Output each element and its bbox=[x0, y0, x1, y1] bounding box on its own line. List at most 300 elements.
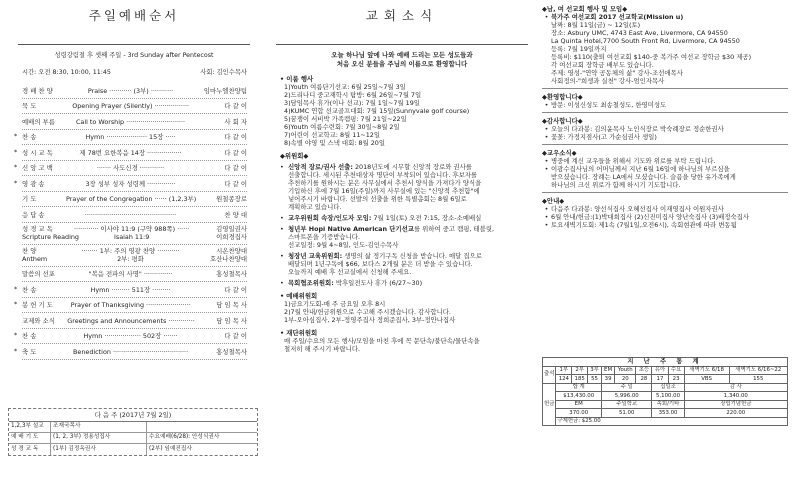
notice-item bbox=[542, 213, 788, 221]
standing-marker: * bbox=[14, 285, 18, 293]
order-item-name-ko: 신 앙 고 백 bbox=[22, 164, 53, 173]
order-item-detail bbox=[74, 180, 187, 188]
roster-value-2: (2부) 임예진집사 bbox=[149, 445, 192, 452]
mission-line bbox=[542, 61, 788, 69]
committee-line bbox=[288, 279, 522, 287]
committee-item bbox=[280, 225, 522, 249]
order-detail-line: Benediction ····································· bbox=[73, 347, 189, 356]
standing-marker: * bbox=[14, 179, 18, 187]
member-news-line bbox=[542, 173, 788, 181]
committee-body bbox=[288, 163, 522, 211]
order-person-line: 담 임 목 사 bbox=[216, 316, 247, 325]
event-line: 2)드리나디 중고재학시 탐방: 6월 26일~7월 7일 bbox=[284, 91, 422, 100]
roster-value: 조재국목사 bbox=[51, 422, 147, 432]
mission-heading: ◆남, 여 선교회 행사 및 모임◆ bbox=[542, 5, 628, 13]
next-week-roster bbox=[8, 408, 258, 456]
stats-cell: 장립기념헌금 bbox=[684, 400, 787, 409]
order-item-name bbox=[22, 102, 72, 110]
order-item-person bbox=[187, 118, 247, 126]
stats-cell: 20 bbox=[615, 375, 636, 384]
notice-text: 방문: 이성신성도 최송철성도, 한영미성도 bbox=[551, 101, 667, 109]
stats-cell: 28 bbox=[636, 375, 652, 384]
order-item-detail bbox=[74, 270, 187, 278]
bullet-icon: • bbox=[544, 205, 549, 213]
order-item-name bbox=[22, 87, 74, 95]
member-news-line bbox=[542, 181, 788, 189]
committee-line: 스마트폰을 기증받습니다. bbox=[288, 233, 360, 242]
stats-cell: $13,430.00 bbox=[556, 392, 602, 401]
order-item-person bbox=[187, 270, 247, 278]
stats-cell: 51.00 bbox=[601, 409, 651, 418]
bullet-icon: • bbox=[544, 125, 549, 133]
committee-lead: 목회협조위원회: bbox=[288, 279, 334, 288]
order-row bbox=[22, 267, 247, 283]
order-item-name-ko: 찬 송 bbox=[22, 332, 37, 341]
event-line: 7)어린이 선교학교: 8월 11~12일 bbox=[284, 131, 381, 140]
member-news-text: 이광수집사님의 어머님께서 지난 6월 16일에 하나님의 부르심을 bbox=[551, 165, 730, 173]
order-person-line: 임마누엘찬양팀 bbox=[203, 86, 247, 95]
committee-line: 선교일정: 9월 4~8일, 인도-김인수목사 bbox=[288, 241, 399, 250]
stats-title: 지 난 주 통 계 bbox=[543, 358, 788, 367]
stats-cell: 124 bbox=[556, 375, 572, 384]
order-item-person bbox=[187, 87, 247, 95]
finance-committee-list bbox=[280, 337, 522, 353]
committee-body bbox=[288, 252, 522, 276]
news-divider bbox=[276, 44, 528, 45]
stats-cell: 1부 bbox=[556, 366, 572, 375]
news-column bbox=[268, 0, 536, 486]
order-item-detail bbox=[71, 301, 191, 309]
order-detail-line: ········ 1부: 주의 영광 찬양 ··········· bbox=[81, 247, 180, 256]
committee-line: 오늘까지 예배 후 선교실에서 신청해 주세요. bbox=[288, 268, 412, 277]
committee-list bbox=[280, 163, 522, 287]
order-row bbox=[14, 344, 247, 360]
order-item-name-ko: 봉 헌 기 도 bbox=[22, 301, 53, 310]
bullet-icon: • bbox=[544, 157, 549, 165]
order-row bbox=[22, 99, 247, 115]
order-item-name-en: Scripture Reading bbox=[22, 233, 79, 242]
order-item-name bbox=[22, 317, 67, 325]
order-item-detail bbox=[74, 133, 187, 141]
committee-text: 2018년도에 시무할 신앙적 장로와 권사를 bbox=[352, 163, 472, 172]
order-item-person bbox=[189, 225, 247, 241]
committee-lead: 교우위원회 속장/인도자 모임: bbox=[288, 214, 372, 223]
order-item-person bbox=[187, 180, 247, 188]
order-item-name bbox=[22, 348, 73, 356]
bullet-icon: • bbox=[544, 133, 549, 141]
mission-text: 각 여선교회 장학금 배부도 있습니다. bbox=[551, 61, 654, 69]
bullet-icon bbox=[542, 61, 551, 69]
order-item-name bbox=[22, 225, 79, 242]
mission-text: 사회정의-"희생과 실천" 강사-엄인자목사 bbox=[551, 77, 665, 85]
bullet-icon bbox=[542, 173, 551, 181]
mission-line bbox=[542, 45, 788, 53]
order-detail-line: "복음 전파의 사명" ·············· bbox=[88, 270, 173, 279]
notice-text: 6월 안내/헌금:(1)박대희집사 (2)신진미집사 양난숙집사 (3)배정숙집사 bbox=[551, 213, 749, 221]
stats-cell: EM bbox=[601, 366, 614, 375]
roster-row bbox=[9, 422, 257, 433]
committee-text: 박후일전도사 휴가 (6/27~30) bbox=[333, 279, 423, 288]
service-time: 시간: 오전 8:30, 10:00, 11:45 bbox=[22, 69, 111, 77]
order-item-person bbox=[187, 286, 247, 294]
events-list bbox=[280, 83, 522, 147]
order-item-detail bbox=[67, 317, 195, 325]
order-detail-line: Prayer of the Congregation ······ (1,2,3부) bbox=[66, 195, 197, 204]
stats-cell: Youth bbox=[615, 366, 636, 375]
order-item-person bbox=[187, 247, 247, 263]
order-item-name bbox=[22, 118, 74, 126]
stats-cell: 새벽기도 6/18 bbox=[684, 366, 729, 375]
roster-label: 예 배 기 도 bbox=[9, 433, 51, 443]
order-item-name-ko: 응 답 송 bbox=[22, 210, 45, 219]
order-row bbox=[14, 329, 247, 345]
stats-cell: 23 bbox=[668, 375, 684, 384]
order-item-detail bbox=[73, 348, 188, 356]
bullet-icon: • bbox=[544, 213, 549, 221]
event-line: 4)KUMC 연합 선교골프대회: 7월 15일(Sunnyvale golf course) bbox=[284, 107, 470, 116]
order-row bbox=[22, 223, 247, 245]
stats-cell: 초등 bbox=[636, 366, 652, 375]
stats-cell: 수요 bbox=[668, 366, 684, 375]
order-item-name-ko: 성 경 교 독 bbox=[22, 225, 53, 234]
order-item-name bbox=[22, 211, 74, 219]
order-detail-line: 2부: 평화 bbox=[117, 255, 144, 264]
order-item-name-en: Anthem bbox=[22, 255, 48, 264]
stats-cell: 3부 bbox=[588, 366, 602, 375]
committee-text: 7월 1일(토) 오전 7:15, 장소-소예배실 bbox=[371, 214, 482, 223]
notice-item bbox=[542, 221, 788, 229]
finance-committee-heading: • 재단위원회 bbox=[280, 329, 318, 338]
order-item-name-ko: 교제와 소식 bbox=[22, 316, 55, 325]
notice-text: 다음주 다과봉: 양선식집사 오혜선집사 이재영집사 이원자권사 bbox=[551, 205, 724, 213]
mission-text: 날짜: 8월 11일(금) ~ 12일(토) bbox=[551, 21, 641, 29]
event-line: 8)속별 야영 및 스낵 대회: 8월 20일 bbox=[284, 139, 386, 148]
service-leader: 사회: 김인수목사 bbox=[200, 69, 247, 77]
event-line: 6)Youth 여름수련회: 7월 30일~8월 2일 bbox=[284, 123, 400, 132]
roster-row bbox=[9, 433, 257, 444]
bullet-icon bbox=[542, 21, 551, 29]
member-news-text: 받으셨습니다. 장례는 LA에서 모셨습니다. 슬픔을 당한 유가족에게 bbox=[551, 173, 736, 181]
order-item-detail bbox=[74, 211, 187, 219]
section-divider bbox=[542, 144, 788, 145]
thanks-heading: ◆감사합니다◆ bbox=[542, 117, 583, 125]
member-news-line bbox=[542, 157, 788, 165]
standing-marker: * bbox=[14, 301, 18, 309]
order-item-name-ko: 묵 도 bbox=[22, 102, 37, 111]
notice-item bbox=[542, 205, 788, 213]
order-item-detail bbox=[74, 164, 187, 172]
notice-item bbox=[542, 101, 788, 109]
order-row bbox=[14, 145, 247, 161]
order-item-detail bbox=[72, 102, 189, 110]
bullet-icon bbox=[542, 181, 551, 189]
mission-line bbox=[542, 29, 788, 37]
mission-line bbox=[542, 13, 788, 21]
standing-marker: * bbox=[14, 347, 18, 355]
finance-line: 철저히 해 주시기 바랍니다. bbox=[284, 345, 361, 354]
order-detail-line: Opening Prayer (Silently) ················· bbox=[72, 102, 190, 111]
order-of-worship bbox=[14, 83, 247, 360]
welcome-line: 오늘 하나님 앞에 나와 예배 드리는 모든 성도들과 bbox=[331, 50, 473, 59]
order-row bbox=[14, 298, 247, 314]
welcome-heading: ◆환영합니다◆ bbox=[542, 93, 583, 101]
committee-text: 생명의 삶 정기구독 신청을 받습니다. 매달 집으로 bbox=[342, 252, 482, 261]
stats-cell: 220.00 bbox=[684, 409, 787, 418]
order-item-name-ko: 찬 송 bbox=[22, 285, 37, 294]
order-person-line: 다 같 이 bbox=[224, 164, 247, 173]
order-detail-line: Greetings and Announcements ············· bbox=[67, 316, 195, 325]
stats-cell: 유아 bbox=[652, 366, 668, 375]
order-item-name bbox=[22, 180, 74, 188]
bullet-icon bbox=[542, 45, 551, 53]
committee-lead: 청장년 교육위원회: bbox=[288, 252, 343, 261]
mission-text: 등록비: $110(출퇴 여선교회 $140-중 복가주 여선교 장학금 $30 제공) bbox=[551, 53, 752, 61]
committee-item bbox=[280, 163, 522, 211]
order-detail-line: Isaiah 11:9 bbox=[114, 233, 150, 242]
committee-body bbox=[288, 225, 522, 249]
worship-line: 2)7월 안내/헌금위원으로 수고해 주시겠습니다. 감사합니다. bbox=[284, 308, 451, 317]
order-item-person bbox=[189, 102, 247, 110]
bullet-icon: • bbox=[280, 279, 284, 288]
order-detail-line: ······· 사도신경 ············ bbox=[96, 164, 165, 173]
order-row bbox=[22, 192, 247, 208]
stats-cell: 주 일 bbox=[601, 383, 651, 392]
mission-text: 장소: Asbury UMC, 4743 East Ave, Livermore, CA 94550 bbox=[551, 29, 728, 37]
section-divider bbox=[542, 112, 788, 113]
order-item-name-ko: 예배의 부름 bbox=[22, 117, 55, 126]
order-person-line: 다 같 이 bbox=[224, 102, 247, 111]
roster-label: 1,2,3부 설교 bbox=[9, 422, 51, 432]
order-person-line: 다 같 이 bbox=[224, 148, 247, 157]
order-row bbox=[14, 130, 247, 146]
order-item-name bbox=[22, 164, 74, 172]
stats-cell: 185 bbox=[572, 375, 588, 384]
committee-item bbox=[280, 252, 522, 276]
order-item-detail bbox=[74, 286, 187, 294]
order-row bbox=[14, 176, 247, 192]
roster-title: 다 음 주 (2017년 7월 2일) bbox=[9, 409, 257, 422]
worship-line: 1부-오아심집사, 2부-정영주집사 정희준집사, 3부-정안나집사 bbox=[284, 316, 456, 325]
order-item-detail bbox=[74, 247, 187, 263]
welcome-message bbox=[268, 51, 536, 70]
committee-item bbox=[280, 279, 522, 287]
committee-line bbox=[288, 214, 522, 222]
committee-lead: 신앙적 장로/권사 선출: bbox=[288, 163, 353, 172]
standing-marker: * bbox=[14, 133, 18, 141]
mission-text: 북가주 여선교회 2017 선교학교(Mission u) bbox=[551, 13, 684, 21]
order-person-line: 다 같 이 bbox=[224, 133, 247, 142]
bullet-icon: • bbox=[544, 165, 549, 173]
stats-cell: 39 bbox=[601, 375, 614, 384]
roster-value-2: 수요예배(6/28): 안성식권사 bbox=[149, 434, 220, 441]
order-person-line: 사 회 자 bbox=[224, 117, 247, 126]
stats-cell: 155 bbox=[729, 375, 787, 384]
order-detail-line: 3장 성부 성자 성령께 ·············· bbox=[85, 179, 176, 188]
bullet-icon bbox=[542, 69, 551, 77]
committee-body bbox=[288, 279, 522, 287]
bullet-icon: • bbox=[280, 252, 284, 261]
order-item-name-ko: 찬 송 bbox=[22, 133, 37, 142]
mission-line bbox=[542, 21, 788, 29]
order-person-line: 이희경집사 bbox=[216, 233, 247, 242]
news-title: 교회소식 bbox=[365, 8, 439, 23]
bulletin-title: 주일예배순서 bbox=[88, 8, 180, 23]
welcome-line: 처음 오신 분들을 주님의 이름으로 환영합니다 bbox=[336, 60, 468, 69]
order-detail-line: Prayer of Thanksgiving ······················ bbox=[70, 301, 191, 310]
order-item-person bbox=[191, 301, 247, 309]
order-person-line: 다 같 이 bbox=[224, 332, 247, 341]
order-detail-line: Hymn ···················· 15장 ····· bbox=[85, 133, 176, 142]
order-item-person bbox=[187, 149, 247, 157]
order-detail-line: 제 78번 요한복음 14장 ················· bbox=[79, 148, 182, 157]
offering-label: 헌금 bbox=[543, 383, 556, 426]
stats-cell: 주일학교 bbox=[601, 400, 651, 409]
stats-cell: 십일조 bbox=[652, 383, 684, 392]
stats-cell: 새벽기도 6/16~22 bbox=[729, 366, 787, 375]
order-item-person bbox=[187, 133, 247, 141]
standing-marker: * bbox=[14, 332, 18, 340]
bullet-icon bbox=[542, 53, 551, 61]
order-item-person bbox=[187, 211, 247, 219]
committee-line: 넣어주시기 바랍니다. 선발의 선출을 위한 특별총회는 8월 6일로 bbox=[288, 195, 467, 204]
order-item-name bbox=[22, 247, 74, 263]
stats-cell: 2부 bbox=[572, 366, 588, 375]
bullet-icon: • bbox=[280, 163, 284, 172]
order-item-name-ko: 기 도 bbox=[22, 195, 37, 204]
order-row bbox=[22, 114, 247, 130]
bullet-icon: • bbox=[544, 13, 549, 21]
finance-line: 매 주일/수요의 모든 행사/모임을 마친 후에 꼭 문단속/불단속/물단속을 bbox=[284, 337, 480, 346]
order-row bbox=[22, 245, 247, 267]
order-person-line: 시온찬양대 bbox=[216, 247, 247, 256]
order-person-line: 홍성철목사 bbox=[216, 347, 247, 356]
committee-heading: ◆위원회◆ bbox=[280, 152, 309, 161]
order-item-name-ko: 찬 양 bbox=[22, 247, 37, 256]
committee-text: 를 위하여 중고 캠핑, 테블릿, bbox=[413, 225, 495, 234]
order-item-name-ko: 축 도 bbox=[22, 347, 37, 356]
member-news-line bbox=[542, 165, 788, 173]
order-item-person bbox=[188, 348, 247, 356]
roster-value: (1부) 김정옥권사 bbox=[51, 444, 147, 455]
mission-text: 주제: 영성-"연약 공동체의 삶" 강사-조선애목사 bbox=[551, 69, 683, 77]
stats-cell: 5,100.00 bbox=[652, 392, 684, 401]
stats-cell: 55 bbox=[588, 375, 602, 384]
worship-committee-list bbox=[280, 300, 522, 324]
mission-text: 등록: 7월 19일까지 bbox=[551, 45, 607, 53]
order-person-line: 다 같 이 bbox=[224, 285, 247, 294]
order-person-line: 담 임 목 사 bbox=[216, 301, 247, 310]
stats-cell: 1,340.00 bbox=[684, 392, 787, 401]
member-news-text: 하나님의 크신 위로가 함께 하시기 기도합니다. bbox=[551, 181, 681, 189]
stats-cell: 370.00 bbox=[556, 409, 602, 418]
order-row bbox=[22, 83, 247, 99]
worship-line: 1)금요기도회-매 주 금요일 오후 8시 bbox=[284, 300, 386, 309]
order-detail-line: ············································· bbox=[84, 210, 177, 219]
committee-item bbox=[280, 214, 522, 222]
standing-marker: * bbox=[14, 164, 18, 172]
committee-lead: 청년부 Hopi Native American 단기선교 bbox=[288, 225, 414, 234]
notice-text: 오늘의 다과봉: 김의윤목사 노인식장로 박숙례장로 정순한권사 bbox=[551, 125, 724, 133]
notice-text: 토요새벽기도회: 제1속 (7월1일,오전6시), 속회현관에 따라 변동됨 bbox=[551, 221, 737, 229]
bullet-icon: • bbox=[544, 101, 549, 109]
order-person-line: 홍성철목사 bbox=[216, 270, 247, 279]
committee-line: 추천하기를 원하시는 분은 사무실에서 추천서 양식을 가져다가 양식을 bbox=[288, 179, 482, 188]
mission-line bbox=[542, 53, 788, 61]
mission-line bbox=[542, 37, 788, 45]
stats-cell: 353.00 bbox=[652, 409, 684, 418]
order-detail-line: Call to Worship ····························· bbox=[75, 117, 186, 126]
order-item-name bbox=[22, 195, 66, 203]
order-person-line: 김영일권사 bbox=[216, 225, 247, 234]
attendance-label: 출석 bbox=[543, 366, 556, 383]
order-item-detail bbox=[66, 195, 196, 203]
bullet-icon bbox=[542, 29, 551, 37]
order-item-name bbox=[22, 133, 74, 141]
order-item-detail bbox=[74, 332, 187, 340]
worship-committee-heading: • 예배위원회 bbox=[280, 292, 318, 301]
order-row bbox=[22, 207, 247, 223]
order-row bbox=[14, 282, 247, 298]
member-news-text: 병중에 계신 교우들을 위해서 기도와 위로를 부탁 드립니다. bbox=[551, 157, 716, 165]
mission-text: La Quinta Hotel,7700 South Front Rd, Livermore, CA 94550 bbox=[551, 37, 740, 45]
roster-row bbox=[9, 444, 257, 455]
order-person-line: 원철종장로 bbox=[216, 195, 247, 204]
stats-cell: 5,996.00 bbox=[601, 392, 651, 401]
order-row bbox=[22, 313, 247, 329]
roster-value-2 bbox=[147, 422, 257, 432]
order-item-name bbox=[22, 286, 74, 294]
bullet-icon: • bbox=[280, 214, 284, 223]
mission-line bbox=[542, 77, 788, 85]
order-detail-line: Praise ··········· (3부) ··········· bbox=[87, 86, 174, 95]
order-item-name bbox=[22, 270, 74, 278]
worship-order-column bbox=[0, 0, 268, 486]
info-heading: ◆안내◆ bbox=[542, 197, 565, 205]
stats-cell: EM bbox=[556, 400, 602, 409]
bullet-icon: • bbox=[544, 221, 549, 229]
roster-value: (1, 2, 3부) 정용성집사 bbox=[51, 433, 147, 443]
stats-cell: 감 사 bbox=[684, 383, 787, 392]
order-item-name bbox=[22, 332, 74, 340]
order-item-person bbox=[196, 195, 247, 203]
events-heading: • 이룸 행사 bbox=[280, 75, 314, 84]
order-detail-line: Hymn ·················· 502장 ······· bbox=[83, 332, 178, 341]
last-week-stats-table bbox=[542, 357, 788, 426]
mission-line bbox=[542, 69, 788, 77]
stats-cell: 합 계 bbox=[556, 383, 602, 392]
order-item-name-ko: 경 배 찬 양 bbox=[22, 86, 53, 95]
order-row bbox=[14, 161, 247, 177]
order-item-person bbox=[187, 164, 247, 172]
bulletin-subtitle: 성령강림절 후 셋째 주일 - 3rd Sunday after Pentecost bbox=[54, 51, 214, 59]
notices-column bbox=[536, 0, 800, 486]
member-news-heading: ◆교우소식◆ bbox=[542, 149, 577, 157]
title-divider bbox=[18, 44, 250, 45]
committee-line: 배달되며 1년구독에 $66, 보다스 2개월 분은 더 받을 수 있습니다. bbox=[288, 260, 473, 269]
order-item-detail bbox=[74, 149, 187, 157]
order-detail-line: ············ 이사야 11:9 (구약 988쪽) ······ bbox=[74, 225, 190, 234]
order-item-detail bbox=[74, 87, 187, 95]
roster-label: 성 경 교 독 bbox=[9, 444, 51, 455]
order-item-name bbox=[22, 301, 71, 309]
order-item-name-ko: 말씀의 선포 bbox=[22, 270, 55, 279]
order-person-line: 다 같 이 bbox=[224, 179, 247, 188]
event-line: 5)꿈쟁이 서비박 가족캠핑: 7월 21일~22일 bbox=[284, 115, 407, 124]
notice-item bbox=[542, 133, 788, 141]
notice-text: 꽃꽂: 가정지점사(고 가순심권사 생일) bbox=[551, 133, 657, 141]
committee-line: 선출합니다. 세시된 추천대상자 명단이 부착되어 있습니다. 후보자를 bbox=[288, 171, 478, 180]
committee-body bbox=[288, 214, 522, 222]
